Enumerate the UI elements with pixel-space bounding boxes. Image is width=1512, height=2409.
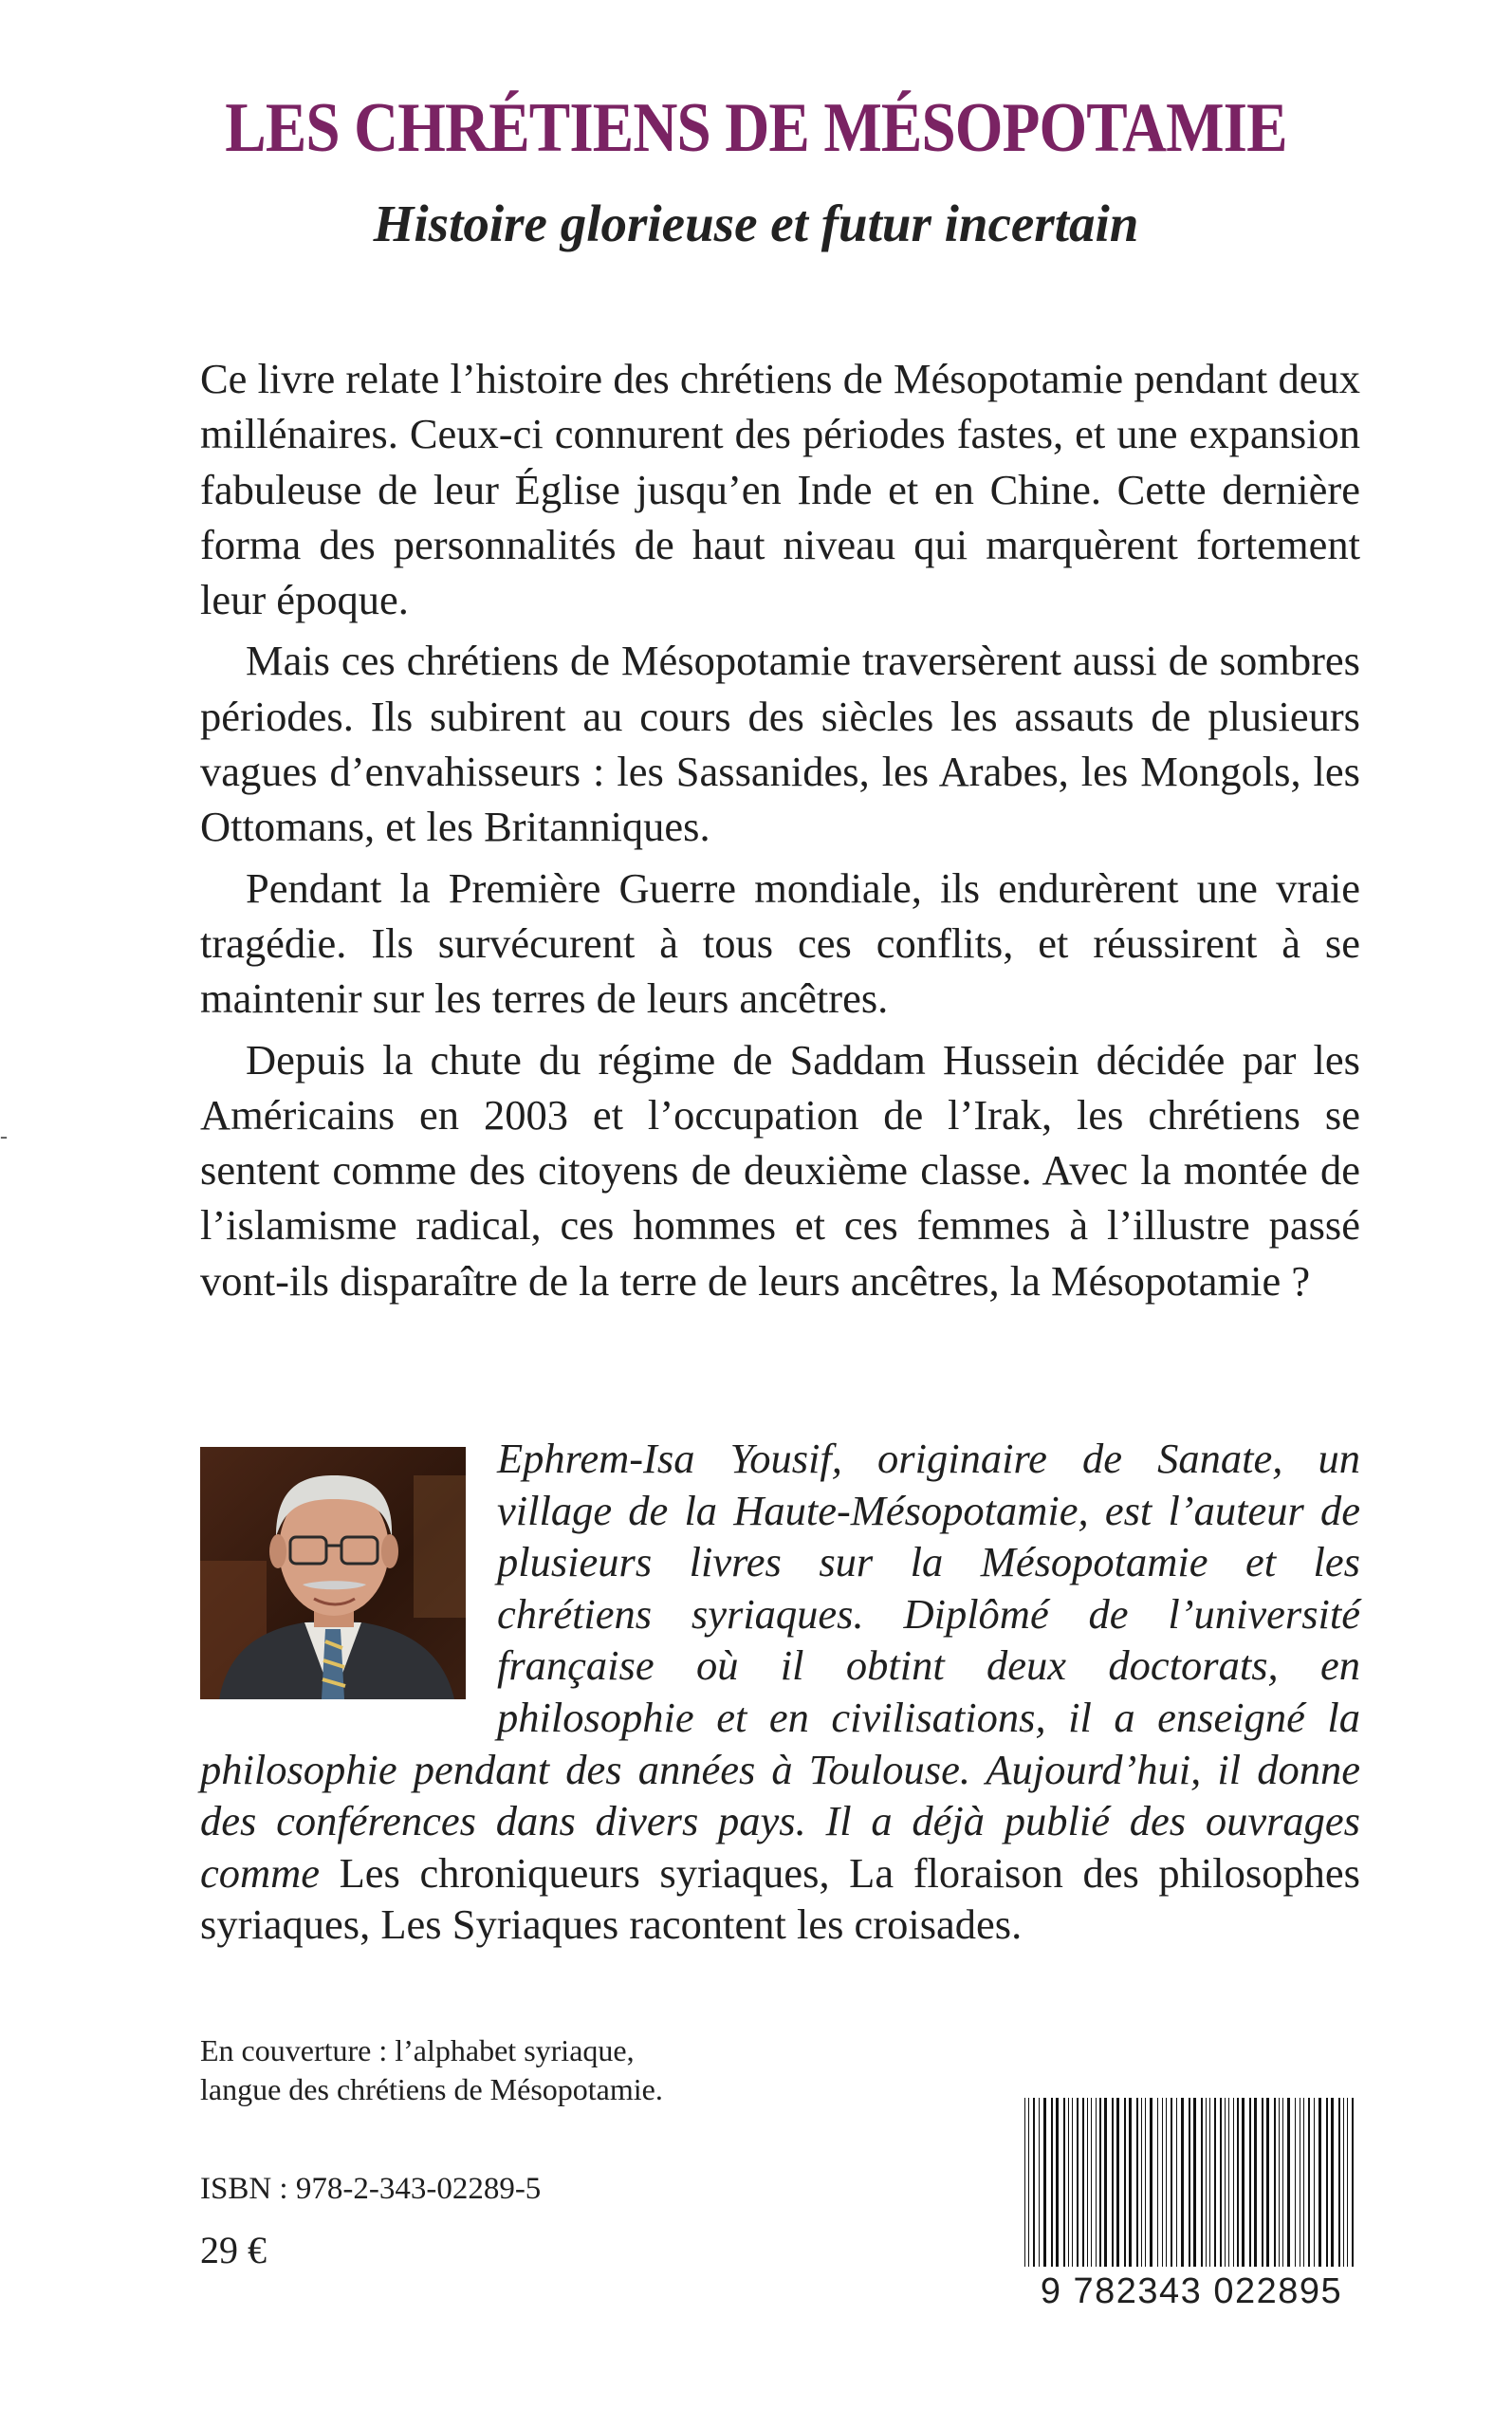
summary-paragraph-4: Depuis la chute du régime de Saddam Hussein décidée par les Américains en 2003 et l’occupation de l’Irak, les chrétiens se sentent comme des citoyens de deuxième classe. Avec la montée de l’islamisme radical, ces hommes et ces femmes à l’illustre passé vont-ils disparaître de la terre de leurs ancêtres, la Mésopotamie ?: [200, 1035, 1360, 1305]
cover-credit-line-1: En couverture : l’alphabet syriaque,: [200, 2033, 635, 2067]
summary-paragraph-1: Ce livre relate l’histoire des chrétiens de Mésopotamie pendant deux millénaires. Ceux-ci connurent des périodes fastes, et une expansion fabuleuse de leur Église jusqu’en Inde et en Chine. Cette dernière forma des personnalités de haut niveau qui marquèrent fortement leur époque.: [200, 355, 1360, 624]
book-subtitle: Histoire glorieuse et futur incertain: [373, 195, 1139, 252]
barcode: [1023, 2098, 1360, 2320]
author-bio-text: Ephrem-Isa Yousif, originaire de Sanate, un village de la Haute-Mésopotamie, est l’auteur de plusieurs livres sur la Mésopotamie et les chrétiens syriaques. Diplômé de l’université française où il obtint deux doctorats, en philosophie et en civilisations, il a enseigné la philosophie pendant des années à Toulouse. Aujourd’hui, il donne des conférences dans divers pays. Il a déjà publié des ouvrages comme: [200, 1435, 1360, 1897]
book-title: LES CHRÉTIENS DE MÉSOPOTAMIE: [225, 89, 1287, 167]
barcode-icon: [1023, 2098, 1360, 2269]
isbn: ISBN : 978-2-343-02289-5: [200, 2172, 542, 2206]
price: 29 €: [200, 2229, 267, 2271]
author-bibliography: Les chroniqueurs syriaques, La floraison des philosophes syriaques, Les Syriaques racontent les croisades.: [200, 1848, 1360, 1949]
cover-credit: [200, 2031, 663, 2109]
author-photo: [200, 1447, 466, 1699]
author-portrait-icon: [200, 1447, 466, 1699]
summary-text: [200, 351, 1360, 1314]
margin-mark: -: [0, 1124, 8, 1149]
summary-paragraph-2: Mais ces chrétiens de Mésopotamie traversèrent aussi de sombres périodes. Ils subirent au cours des siècles les assauts de plusieurs vagues d’envahisseurs : les Sassanides, les Arabes, les Mongols, les Ottomans, et les Britanniques.: [200, 637, 1360, 851]
summary-paragraph-3: Pendant la Première Guerre mondiale, ils endurèrent une vraie tragédie. Ils survécurent à tous ces conflits, et réussirent à se maintenir sur les terres de leurs ancêtres.: [200, 863, 1360, 1023]
cover-credit-line-2: langue des chrétiens de Mésopotamie.: [200, 2072, 663, 2106]
author-bio: [200, 1433, 1360, 1951]
barcode-digits: 9 782343 022895: [1040, 2271, 1343, 2311]
